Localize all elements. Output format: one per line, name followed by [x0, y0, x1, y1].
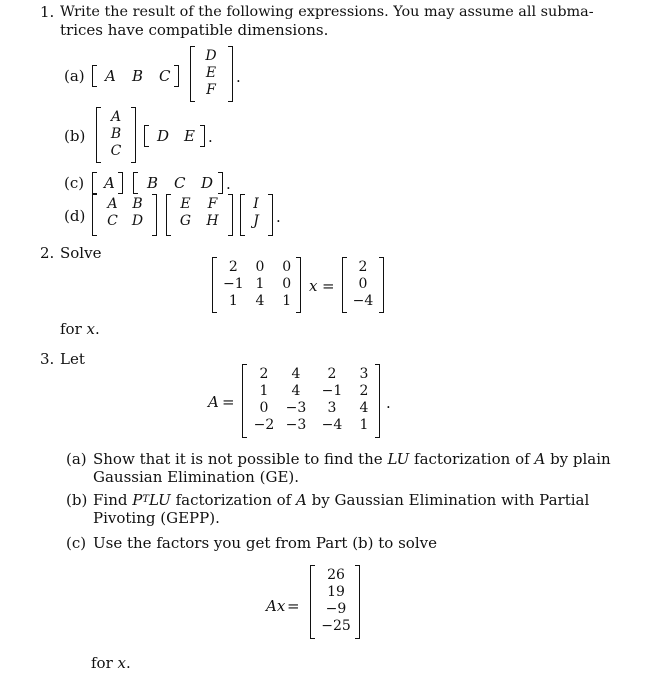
p1b-row-entry: D	[157, 127, 170, 145]
p1a-col-entry: D	[205, 48, 217, 64]
p1a-row-entry: C	[159, 67, 171, 85]
p1c-entry: C	[174, 174, 186, 192]
p3c-label: (c)	[66, 534, 87, 552]
p3-matrix-entry: −3	[285, 400, 307, 416]
p3-equals: =	[222, 393, 235, 411]
p1d-v-entry: I	[253, 196, 259, 212]
p3-matrix-entry: 3	[327, 400, 337, 416]
p3-matrix-entry: 3	[359, 366, 369, 382]
p2-unknown: x	[309, 277, 318, 295]
p3-system-equals: =	[287, 597, 300, 615]
p1b-label: (b)	[64, 127, 86, 145]
p2-matrix-entry: 1	[282, 293, 292, 309]
p3-statement: Let	[60, 350, 85, 368]
p3-matrix-entry: 1	[259, 383, 269, 399]
p3-lhs: A	[208, 393, 219, 411]
p2-rhs-entry: −4	[352, 293, 374, 309]
p2-matrix-entry: 1	[255, 276, 265, 292]
p3-matrix-entry: 2	[259, 366, 269, 382]
p3-number: 3.	[40, 350, 55, 368]
p1a-row-entry: A	[105, 67, 116, 85]
p1c-entry: D	[201, 174, 214, 192]
p1b-col-entry: B	[110, 126, 122, 142]
p3-matrix-entry: 4	[291, 383, 301, 399]
p1d-m2-entry: E	[180, 196, 191, 212]
p2-matrix-entry: 0	[282, 259, 292, 275]
p2-equals: =	[322, 277, 335, 295]
p3-matrix-entry: 2	[359, 383, 369, 399]
p3b-label: (b)	[66, 491, 88, 509]
p1c-entry: B	[147, 174, 159, 192]
p1c-period: .	[226, 175, 231, 193]
p3-matrix-entry: 4	[291, 366, 301, 382]
p3-for-x: for x .	[91, 654, 131, 672]
p3-matrix-period: .	[386, 394, 391, 412]
p3-matrix-entry: −1	[321, 383, 343, 399]
p3c-text: Use the factors you get from Part (b) to solve	[93, 534, 437, 552]
p1a-label: (a)	[64, 67, 85, 85]
p3a-line1: Show that it is not possible to find the LU factorization of A by plain	[93, 450, 611, 468]
p2-matrix-entry: 0	[282, 276, 292, 292]
p1-number: 1.	[40, 3, 55, 21]
p1a-row-entry: B	[132, 67, 144, 85]
p1d-m1-entry: B	[132, 196, 143, 212]
p1d-label: (d)	[64, 207, 86, 225]
p3-matrix-entry: 2	[327, 366, 337, 382]
p3-matrix-entry: −4	[321, 417, 343, 433]
p1b-col-entry: A	[110, 109, 122, 125]
p3-system-rhs-entry: −9	[325, 601, 347, 617]
p2-matrix-entry: 1	[228, 293, 238, 309]
p2-statement: Solve	[60, 244, 102, 262]
p3a-line2: Gaussian Elimination (GE).	[93, 468, 300, 486]
p2-number: 2.	[40, 244, 55, 262]
p1d-m2-entry: G	[179, 213, 192, 229]
p2-for-x: for x .	[60, 320, 100, 338]
p3-system-rhs-entry: 26	[327, 567, 345, 583]
p1d-m2-entry: H	[206, 213, 219, 229]
p3-matrix-entry: −3	[285, 417, 307, 433]
p1-statement-line1: Write the result of the following expressions. You may assume all subma-	[60, 4, 594, 20]
p1a-period: .	[236, 68, 241, 86]
p1d-period: .	[276, 208, 281, 226]
p2-rhs-entry: 0	[358, 276, 368, 292]
p2-matrix-entry: −1	[223, 276, 244, 292]
p1a-col-entry: E	[205, 65, 217, 81]
p2-rhs-entry: 2	[358, 259, 368, 275]
p1d-m1-entry: D	[131, 213, 144, 229]
p3-system-rhs-entry: 19	[327, 584, 345, 600]
p2-matrix-entry: 2	[228, 259, 238, 275]
p3-system-lhs: Ax	[266, 597, 286, 615]
p1-statement-line2: trices have compatible dimensions.	[60, 21, 329, 39]
p2-matrix-entry: 0	[255, 259, 265, 275]
p3-system-rhs-entry: −25	[321, 618, 351, 634]
p1d-m2-entry: F	[207, 196, 218, 212]
p1b-col-entry: C	[110, 143, 122, 159]
p1b-row-entry: E	[184, 127, 195, 145]
p1d-m1-entry: A	[107, 196, 118, 212]
p3b-line2: Pivoting (GEPP).	[93, 509, 220, 527]
p1a-col-entry: F	[206, 82, 216, 98]
p3a-label: (a)	[66, 450, 87, 468]
p1d-m1-entry: C	[107, 213, 118, 229]
p1b-period: .	[208, 128, 213, 146]
p3-matrix-entry: 4	[359, 400, 369, 416]
p1c-label: (c)	[64, 174, 85, 192]
p3-matrix-entry: 1	[359, 417, 369, 433]
p3-matrix-entry: −2	[253, 417, 275, 433]
p1d-v-entry: J	[253, 213, 259, 229]
p3-matrix-entry: 0	[259, 400, 269, 416]
p2-matrix-entry: 4	[255, 293, 265, 309]
p3b-line1: Find P T LU factorization of A by Gaussian Elimination with Partial	[93, 491, 590, 509]
p1c-entry: A	[104, 174, 115, 192]
